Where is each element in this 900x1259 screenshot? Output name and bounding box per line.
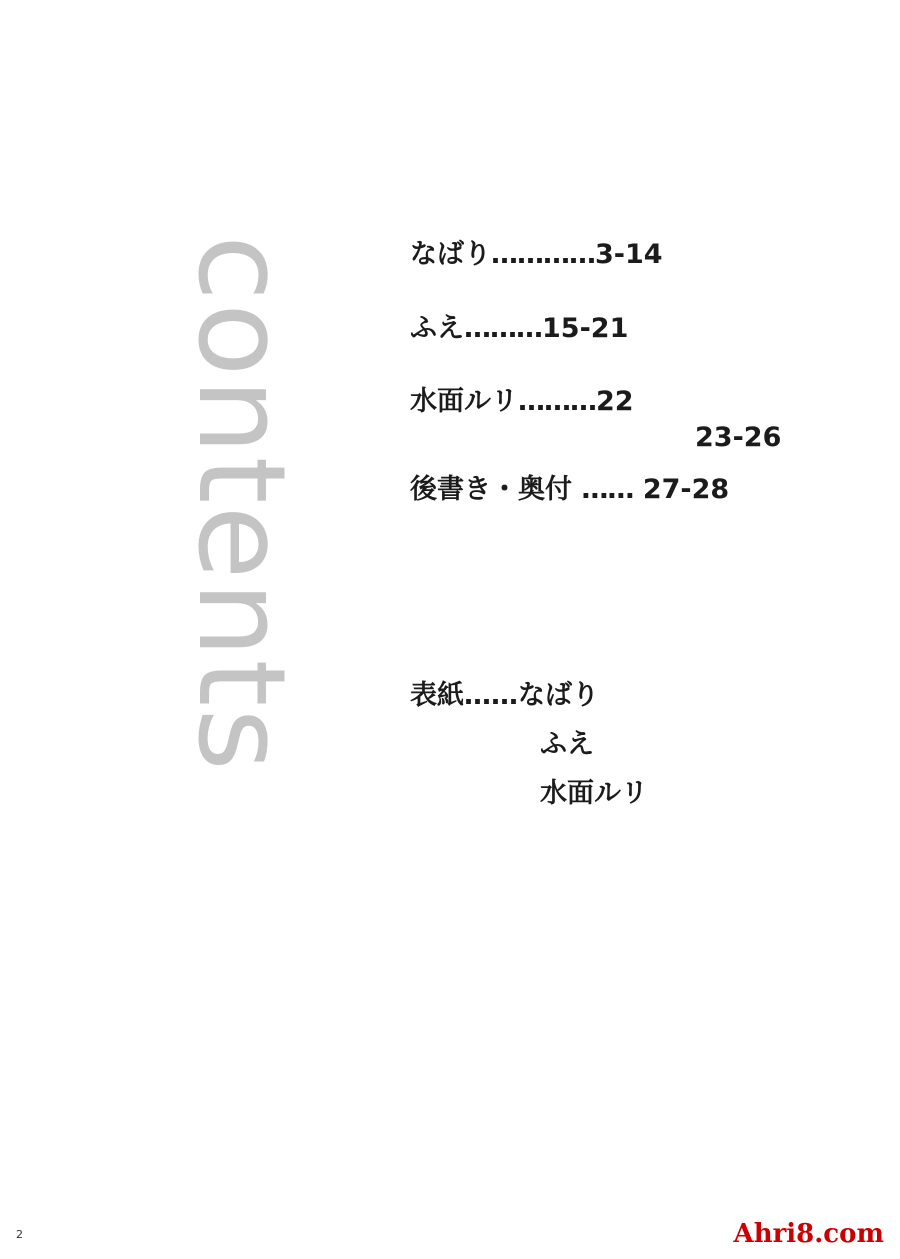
credits-name: ふえ <box>540 729 594 760</box>
toc-entry-pages: 3-14 <box>595 239 663 270</box>
toc-entry-dots: ……… <box>464 312 542 344</box>
credits-name: なばり <box>518 680 599 711</box>
toc-entry-pages: 15-21 <box>542 312 629 344</box>
toc-entry-title: 水面ルリ <box>410 386 518 418</box>
toc-entry-pages: 22 <box>596 386 634 418</box>
toc-entry <box>410 475 850 505</box>
toc-entry <box>410 387 850 417</box>
toc-entry-title: ふえ <box>410 312 464 344</box>
toc-entry <box>410 240 850 270</box>
credits-label: 表紙…… <box>410 680 518 711</box>
credits-line <box>540 780 648 807</box>
toc-entry-dots: ………… <box>491 239 595 270</box>
page-title: contents <box>171 235 310 773</box>
toc-entry-continuation <box>695 423 850 453</box>
toc-entry-pages: 23-26 <box>695 422 782 454</box>
site-watermark: Ahri8.com <box>733 1219 884 1249</box>
credits-first-line <box>410 682 648 709</box>
table-of-contents <box>410 240 850 548</box>
toc-entry-dots: ……… <box>518 386 596 418</box>
credits-line <box>540 731 648 758</box>
toc-entry-pages: 27-28 <box>642 473 730 505</box>
toc-entry-title: なばり <box>410 239 491 270</box>
page-number: 2 <box>16 1228 23 1241</box>
toc-entry-dots: …… <box>581 473 634 505</box>
toc-entry-title: 後書き・奥付 <box>410 473 572 505</box>
credits-name: 水面ルリ <box>540 778 648 809</box>
cover-credits <box>410 682 648 829</box>
toc-entry <box>410 314 850 344</box>
